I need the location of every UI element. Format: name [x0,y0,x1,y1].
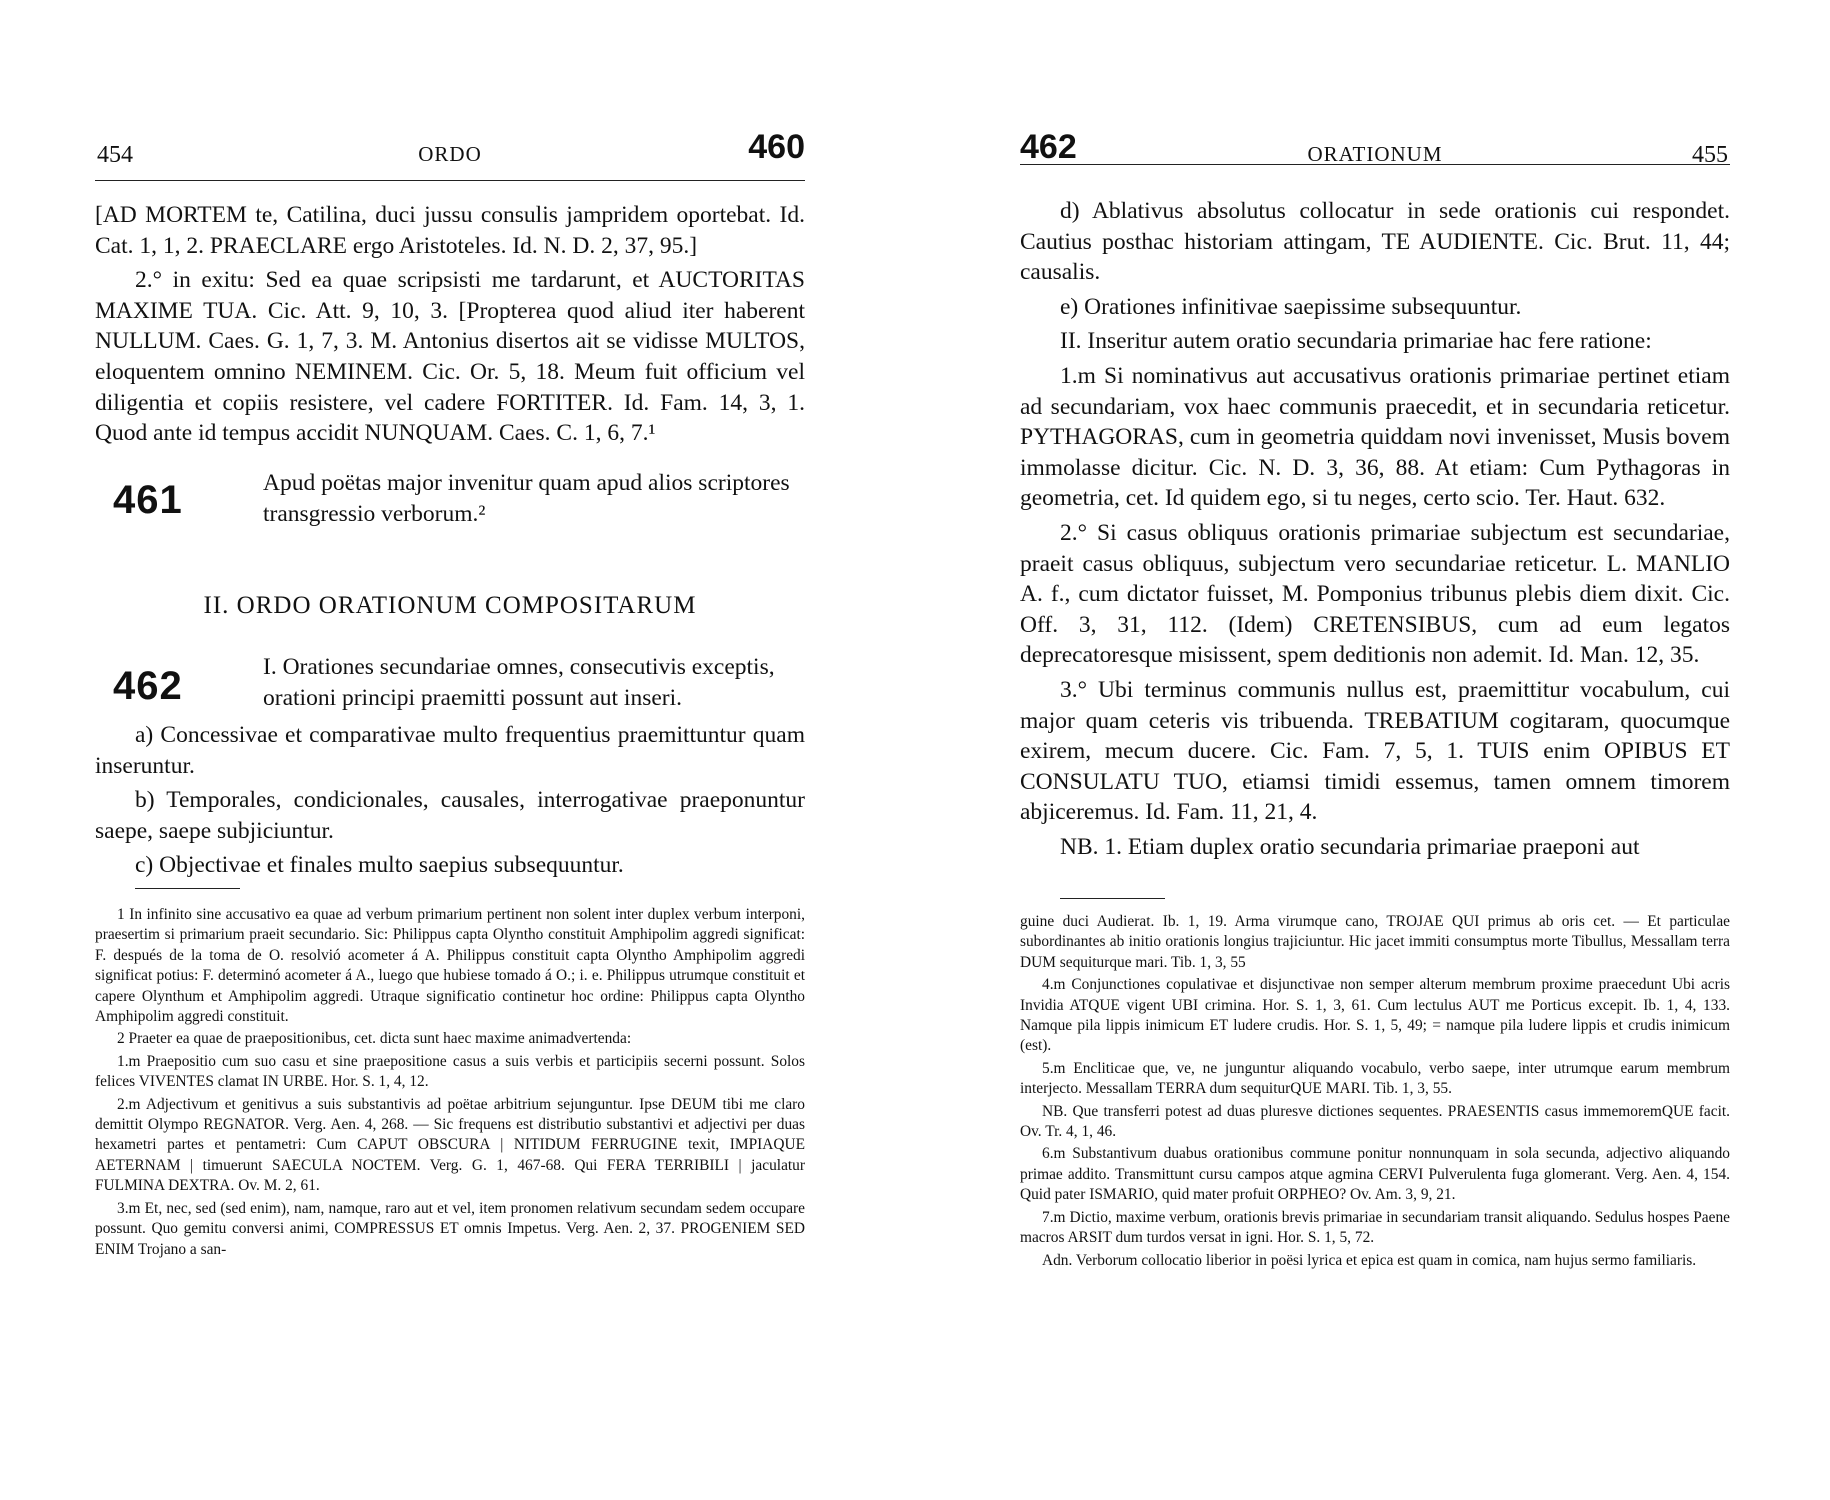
right-body [1020,196,1730,866]
footnote: 6.m Substantivum duabus orationibus commune ponitur nonnunquam in sola secunda, adjectivo aliquando primae addito. Transmittunt cursu campos atque agmina CERVI Pulverulenta fuga glomerant. Verg. Aen. 4, 154. Quid pater ISMARIO, quid mater profuit ORPHEO? Ov. Am. 3, 9, 21. [1020,1145,1730,1204]
footnote: Adn. Verborum collocatio liberior in poësi lyrica et epica est quam in comica, nam hujus sermo familiaris. [1042,1251,1697,1269]
page-number: 455 [1692,142,1728,168]
paragraph: e) Orationes infinitivae saepissime subsequuntur. [1060,293,1522,320]
paragraph: c) Objectivae et finales multo saepius subsequuntur. [135,852,624,879]
section-462 [95,652,805,879]
paragraph: II. Inseritur autem oratio secundaria primariae hac fere ratione: [1060,328,1652,355]
section-text: Apud poëtas major invenitur quam apud alios scriptores transgressio verborum.² [263,470,790,527]
footnote: 4.m Conjunctiones copulativae et disjunctivae non semper alterum membrum proxime praecedunt Ubi acris Invidia ATQUE vigent UBI crimina. Hor. S. 1, 3, 61. Cum lectulus AUT me Porticus excepit. Ib. 1, 4, 133. Namque pila lippis inimicum ET ludere crudis. Hor. S. 1, 5, 49; = namque pila ludere lippis et crudis inimicum (est). [1020,976,1730,1055]
paragraph: 2.° Si casus obliquus orationis primariae subjectum est secundariae, praeit casus obliquus, subjectum vero secundariae reticetur. L. MANLIO A. f., cum dictator fuisset, M. Pomponius tribunus plebis diem dixit. Cic. Off. 3, 31, 112. (Idem) CRETENSIBUS, cum ad eum legatos deprecatoresque misissent, spem deditionis non ademit. Id. Man. 12, 35. [1020,519,1730,669]
paragraph: a) Concessivae et comparativae multo frequentius praemittuntur quam inseruntur. [95,722,805,779]
left-running-head [95,128,805,178]
section-body [95,720,805,885]
footnote: 5.m Encliticae que, ve, ne junguntur aliquando vocabulo, verbo saepe, inter utrumque earum membrum interjecto. Messallam TERRA dum sequiturQUE MARI. Tib. 1, 3, 55. [1020,1059,1730,1098]
paragraph: NB. 1. Etiam duplex oratio secundaria primariae praeponi aut [1060,833,1640,860]
paragraph: d) Ablativus absolutus collocatur in sede orationis cui respondet. Cautius posthac historiam attingam, TE AUDIENTE. Cic. Brut. 11, 44; causalis. [1020,198,1730,286]
footnotes [1020,912,1730,1273]
subheading: II. ORDO ORATIONUM COMPOSITARUM [203,592,697,619]
section-text: I. Orationes secundariae omnes, consecutivis exceptis, orationi principi praemitti possunt aut inseri. [263,654,775,711]
section-461 [95,468,805,548]
paragraph: 1.m Si nominativus aut accusativus orationis primariae pertinet etiam ad secundariam, vox haec communis praecedit, et in secundaria reticetur. PYTHAGORAS, cum in geometria quiddam novi invenisset, Musis bovem immolasse dicitur. Cic. N. D. 3, 36, 88. At etiam: Cum Pythagoras in geometria, cet. Id quidem ego, si tu neges, certo scio. Ter. Haut. 632. [1020,362,1730,512]
footnote-rule [135,888,240,889]
left-page [95,0,805,1500]
footnotes [95,905,805,1262]
paragraph: 2.° in exitu: Sed ea quae scripsisti me tardarunt, et AUCTORITAS MAXIME TUA. Cic. Att. 9, 10, 3. [Propterea quod aliud iter haberent NULLUM. Caes. G. 1, 7, 3. M. Antonius disertos ait se vidisse MULTOS, eloquentem omnino NEMINEM. Cic. Or. 5, 18. Meum fuit officium vel diligentia et copiis resistere, vel cadere FORTITER. Id. Fam. 14, 3, 1. Quod ante id tempus accidit NUNQUAM. Caes. C. 1, 6, 7.¹ [95,267,805,447]
section-number: 461 [113,478,183,522]
footnote-rule [1060,898,1165,899]
section-number: 462 [113,664,183,708]
page-number: 454 [97,142,133,168]
footnote: guine duci Audierat. Ib. 1, 19. Arma virumque cano, TROJAE QUI primus ab oris cet. — Et particulae subordinantes ab initio orationis longius trajiciuntur. Hic jacet immiti consumptus morte Tibullus, Messallam terra DUM sequiturque mari. Tib. 1, 3, 55 [1020,913,1730,971]
footnote: 2 Praeter ea quae de praepositionibus, cet. dicta sunt haec maxime animadvertenda: [117,1030,632,1048]
footnote: 7.m Dictio, maxime verbum, orationis brevis primariae in secundariam transit aliquando. Sedulus hospes Paene macros ARSIT dum turdos versat in igni. Hor. S. 1, 5, 72. [1020,1208,1730,1247]
header-rule [1020,164,1730,165]
section-number: 460 [748,128,805,166]
right-page [1020,0,1730,1500]
running-title: ORATIONUM [1307,142,1443,166]
header-rule [95,180,805,181]
left-body [95,200,805,453]
footnote: NB. Que transferri potest ad duas pluresve dictiones sequentes. PRAESENTIS casus immemoremQUE facit. Ov. Tr. 4, 1, 46. [1020,1102,1730,1141]
paragraph: b) Temporales, condicionales, causales, interrogativae praeponuntur saepe, saepe subjiciuntur. [95,787,805,844]
paragraph: 3.° Ubi terminus communis nullus est, praemittitur vocabulum, cui major quam ceteris vis tribuenda. TREBATIUM cogitaram, quocumque exirem, mecum ducere. Cic. Fam. 7, 5, 1. TUIS enim OPIBUS ET CONSULATU TUO, etiamsi timidi essemus, tamen omnem timorem abjiceremus. Id. Fam. 11, 21, 4. [1020,676,1730,826]
paragraph: [AD MORTEM te, Catilina, duci jussu consulis jampridem oportebat. Id. Cat. 1, 1, 2. PRAECLARE ergo Aristoteles. Id. N. D. 2, 37, 95.] [95,202,805,259]
running-title: ORDO [418,142,482,166]
right-running-head [1020,128,1730,178]
section-number: 462 [1020,128,1077,166]
footnote: 1 In infinito sine accusativo ea quae ad verbum primarium pertinent non solent inter duplex verbum interponi, praesertim si primarium praeit secundario. Sic: Philippus capta Olyntho constituit Amphipolim aggredi significat: F. después de la toma de O. resolvió acometer á A. Philippus constituit capta Olyntho Amphipolim aggredi significat potius: F. determinó acometer á A., luego que hubiese tomado á O.; i. e. Philippus utrumque constituit et capere Olynthum et Amphipolim aggredi. Utraque significatio continetur hoc ordine: Philippus capta Olyntho Amphipolim aggredi constituit. [95,906,805,1026]
footnote: 3.m Et, nec, sed (sed enim), nam, namque, raro aut et vel, item pronomen relativum secundam sedem occupare possunt. Quo gemitu conversi animi, COMPRESSUS ET omnis Impetus. Verg. Aen. 2, 37. PROGENIEM SED ENIM Trojano a san- [95,1199,805,1258]
footnote: 1.m Praepositio cum suo casu et sine praepositione casus a suis verbis et participiis secerni possunt. Solos felices VIVENTES clamat IN URBE. Hor. S. 1, 4, 12. [95,1052,805,1091]
footnote: 2.m Adjectivum et genitivus a suis substantivis ad poëtae arbitrium sejunguntur. Ipse DEUM tibi me claro demittit Olympo REGNATOR. Verg. Aen. 4, 268. — Sic frequens est distributio substantivi et adjectivi per duas hexametri partes et pentametri: Cum CAPUT OBSCURA | NITIDUM FERRUGINE texit, IMPIAQUE AETERNAM | timuerunt SAECULA NOCTEM. Verg. G. 1, 467-68. Qui FERA TERRIBILI | jaculatur FULMINA DEXTRA. Ov. M. 2, 61. [95,1095,805,1195]
